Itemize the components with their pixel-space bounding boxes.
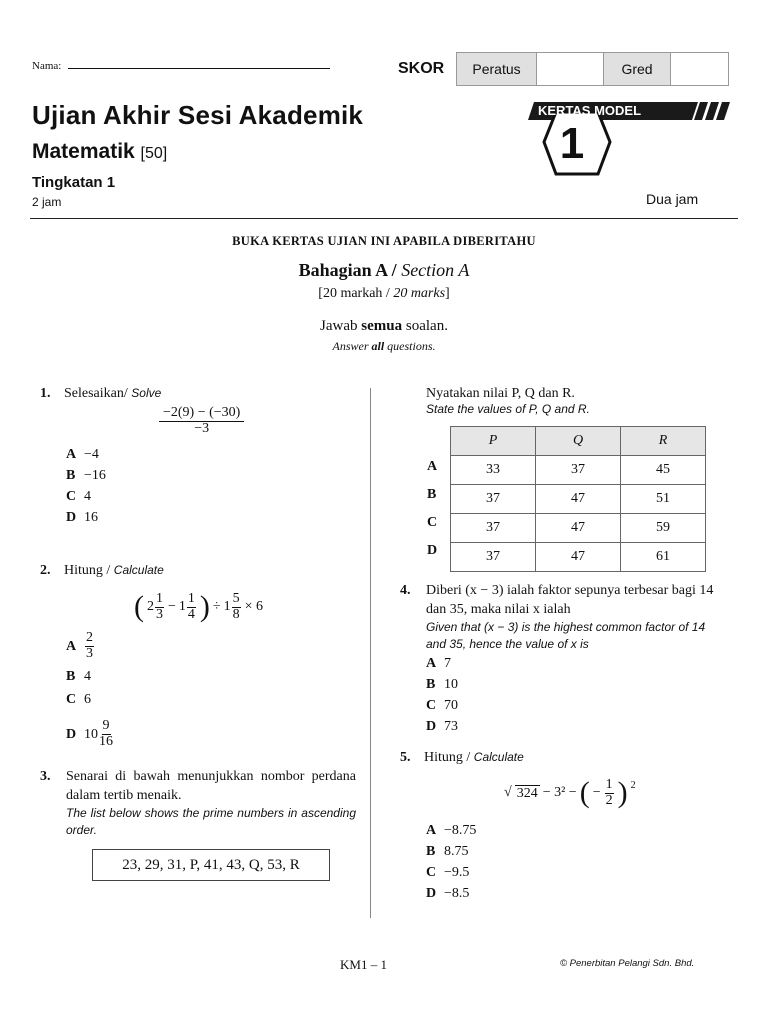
q3-number: 3. <box>40 769 51 784</box>
q1-fraction <box>158 406 245 436</box>
name-label: Nama: <box>32 60 62 72</box>
question-5 <box>400 750 524 766</box>
q3-option-a[interactable]: A <box>427 459 438 474</box>
q1-label-ms: Selesaikan/ <box>64 386 128 401</box>
q3-option-letters <box>427 453 437 565</box>
table-row[interactable]: 37 47 59 <box>451 514 706 543</box>
answer-en-bold: all <box>371 339 385 353</box>
q4-number: 4. <box>400 583 411 598</box>
q1-options <box>66 444 106 528</box>
answer-pre: Jawab <box>320 318 358 334</box>
q4-option-c[interactable]: C 70 <box>426 698 458 713</box>
answer-bold: semua <box>361 318 403 334</box>
paper-number: 1 <box>559 119 585 168</box>
table-row[interactable]: 37 47 61 <box>451 543 706 572</box>
paper-badge-label: KERTAS MODEL <box>538 103 642 118</box>
q4-option-a[interactable]: A 7 <box>426 656 451 671</box>
question-2 <box>40 563 164 579</box>
page-number: KM1 – 1 <box>340 957 387 972</box>
section-heading <box>0 260 768 281</box>
table-header: R <box>621 427 706 456</box>
table-header-row <box>451 427 706 456</box>
q2-label-en: Calculate <box>113 563 164 577</box>
copyright: © Penerbitan Pelangi Sdn. Bhd. <box>560 958 695 969</box>
q1-option-d[interactable]: D 16 <box>66 510 98 525</box>
q2-option-b[interactable]: B 4 <box>66 669 91 684</box>
q2-option-c[interactable]: C 6 <box>66 692 91 707</box>
subject-title <box>32 140 167 164</box>
q3-option-c[interactable]: C <box>427 515 438 530</box>
marks-en: 20 marks <box>393 286 446 301</box>
score-box <box>456 52 729 86</box>
answer-en-post: questions. <box>387 339 436 353</box>
q1-label-en: Solve <box>131 386 162 400</box>
q4-text-en: Given that (x − 3) is the highest common factor of 14 and 35, hence the value of x is <box>426 620 706 651</box>
q2-expression: ( 2 $\frac{1}{3}$ − 1 $\frac{1}{4}$ ) ÷ 1 $\frac{5}{8}$ × 6 <box>134 590 263 623</box>
marks-ms: [20 markah / <box>318 286 390 301</box>
question-4 <box>400 581 718 653</box>
q5-expression: √ 324 − 3² − ( − $\frac{1}{2}$ ) $^2$ <box>504 776 636 809</box>
q3-state-ms: Nyatakan nilai P, Q dan R. <box>426 386 575 401</box>
section-marks <box>0 286 768 302</box>
question-3 <box>40 767 356 839</box>
q5-number: 5. <box>400 750 411 765</box>
q2-number: 2. <box>40 563 51 578</box>
answer-post: soalan. <box>405 318 448 334</box>
answer-en-pre: Answer <box>332 339 369 353</box>
answer-instruction <box>0 318 768 335</box>
table-header: Q <box>536 427 621 456</box>
q5-options <box>426 820 476 904</box>
q1-numerator: −2(9) − (−30) <box>159 406 244 422</box>
q4-options <box>426 653 458 737</box>
duration-right: Dua jam <box>646 191 699 207</box>
question-1 <box>40 386 161 402</box>
form-label: Tingkatan 1 <box>32 174 116 191</box>
q4-text-ms: Diberi (x − 3) ialah faktor sepunya terbesar bagi 14 dan 35, maka nilai x ialah <box>426 583 714 617</box>
q5-option-b[interactable]: B 8.75 <box>426 844 469 859</box>
peratus-input[interactable] <box>537 53 604 85</box>
q3-text-en: The list below shows the prime numbers in ascending order. <box>66 806 356 837</box>
q1-option-a[interactable]: A −4 <box>66 447 99 462</box>
q1-option-b[interactable]: B −16 <box>66 468 106 483</box>
section-en: Section A <box>401 260 470 280</box>
q4-option-b[interactable]: B 10 <box>426 677 458 692</box>
q5-label-en: Calculate <box>473 750 524 764</box>
skor-label: SKOR <box>398 60 445 77</box>
gred-input[interactable] <box>671 53 728 85</box>
q3-text-ms: Senarai di bawah menunjukkan nombor perdana dalam tertib menaik. <box>66 769 356 803</box>
q4-option-d[interactable]: D 73 <box>426 719 458 734</box>
q3-prime-list: 23, 29, 31, P, 41, 43, Q, 53, R <box>92 849 330 881</box>
q1-denominator: −3 <box>194 420 210 436</box>
q2-options <box>66 626 114 754</box>
column-divider <box>370 388 371 918</box>
q5-option-d[interactable]: D −8.5 <box>426 886 470 901</box>
q5-option-a[interactable]: A −8.75 <box>426 823 477 838</box>
q3-options-table <box>450 426 706 572</box>
name-field[interactable] <box>32 60 330 72</box>
sqrt-symbol: √ <box>504 785 512 800</box>
table-row[interactable]: 37 47 51 <box>451 485 706 514</box>
duration-left: 2 jam <box>32 195 62 209</box>
table-header: P <box>451 427 536 456</box>
page-title: Ujian Akhir Sesi Akademik <box>32 100 364 130</box>
section-ms: Bahagian A / <box>298 260 397 280</box>
q2-label-ms: Hitung / <box>64 563 111 578</box>
name-line <box>68 68 330 69</box>
q3-option-b[interactable]: B <box>427 487 437 502</box>
answer-instruction-en <box>0 339 768 354</box>
q1-number: 1. <box>40 386 51 401</box>
q5-option-c[interactable]: C −9.5 <box>426 865 470 880</box>
q2-option-d[interactable]: D 10 $\frac{9}{16}$ <box>66 717 113 749</box>
subject-marks: [50] <box>140 145 168 162</box>
peratus-label: Peratus <box>457 53 537 85</box>
subject-name: Matematik <box>32 140 135 163</box>
table-row[interactable]: 33 37 45 <box>451 456 706 485</box>
q1-option-c[interactable]: C 4 <box>66 489 91 504</box>
marks-close: ] <box>445 286 450 301</box>
open-notice: BUKA KERTAS UJIAN INI APABILA DIBERITAHU <box>232 234 536 248</box>
q3-state-en: State the values of P, Q and R. <box>426 402 590 416</box>
q3-option-d[interactable]: D <box>427 543 438 558</box>
gred-label: Gred <box>604 53 671 85</box>
header-divider <box>30 218 738 219</box>
q5-label-ms: Hitung / <box>424 750 471 765</box>
q3-state <box>426 386 590 416</box>
q2-option-a[interactable]: A $\frac{2}{3}$ <box>66 629 93 661</box>
